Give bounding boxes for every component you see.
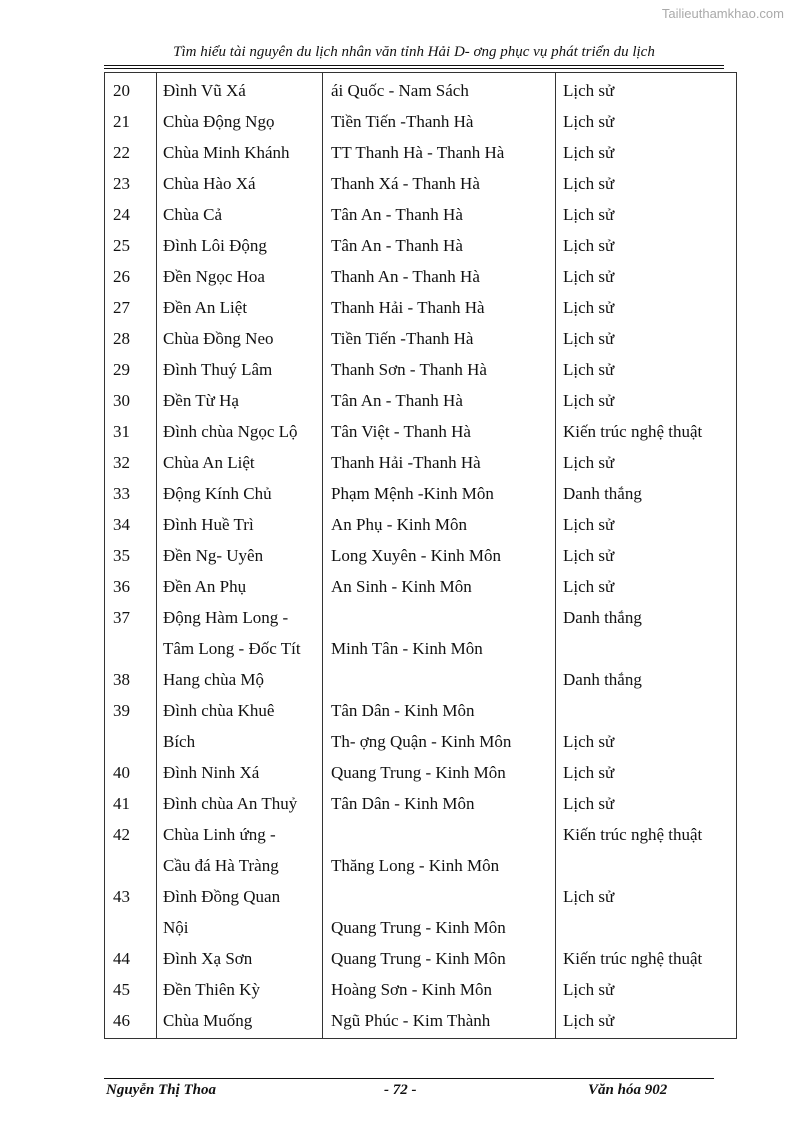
row-number: 34 <box>113 515 130 534</box>
site-name: Chùa An Liệt <box>163 453 255 472</box>
site-type: Lịch sử <box>563 298 615 317</box>
site-name: Đình Ninh Xá <box>163 763 260 782</box>
site-type: Lịch sử <box>563 887 615 906</box>
site-type: Lịch sử <box>563 112 615 131</box>
site-type: Kiến trúc nghệ thuật <box>563 825 703 844</box>
site-type: Lịch sử <box>563 546 615 565</box>
site-type: Lịch sử <box>563 794 615 813</box>
table-row <box>105 819 736 850</box>
row-number: 45 <box>113 980 130 999</box>
site-location: Tân An - Thanh Hà <box>331 236 463 255</box>
table-row <box>105 137 736 168</box>
row-number: 22 <box>113 143 130 162</box>
site-type: Danh thắng <box>563 484 642 503</box>
site-type: Lịch sử <box>563 763 615 782</box>
row-number: 35 <box>113 546 130 565</box>
site-type: Lịch sử <box>563 174 615 193</box>
table-row <box>105 788 736 819</box>
site-type: Danh thắng <box>563 670 642 689</box>
table-row <box>105 509 736 540</box>
table-row <box>105 974 736 1005</box>
footer-course: Văn hóa 902 <box>588 1082 668 1098</box>
row-number: 28 <box>113 329 130 348</box>
site-name: Chùa Hào Xá <box>163 174 256 193</box>
site-name: Chùa Đồng Neo <box>163 329 274 348</box>
site-location: An Sinh - Kinh Môn <box>331 577 472 596</box>
site-location: An Phụ - Kinh Môn <box>331 515 468 534</box>
row-number: 27 <box>113 298 130 317</box>
site-name: Đền An Liệt <box>163 298 248 317</box>
site-location: Th- ợng Quận - Kinh Môn <box>331 732 512 751</box>
site-location: Quang Trung - Kinh Môn <box>331 949 506 968</box>
table-row <box>105 850 736 881</box>
site-location: Thanh Sơn - Thanh Hà <box>331 360 487 379</box>
site-name: Động Kính Chủ <box>163 484 272 503</box>
site-name: Đình chùa Ngọc Lộ <box>163 422 298 441</box>
table-row <box>105 602 736 633</box>
site-type: Lịch sử <box>563 577 615 596</box>
watermark-text: Tailieuthamkhao.com <box>661 6 784 21</box>
table-row <box>105 447 736 478</box>
site-type: Lịch sử <box>563 143 615 162</box>
site-name: Chùa Muống <box>163 1011 253 1030</box>
site-location: TT Thanh Hà - Thanh Hà <box>331 143 505 162</box>
site-type: Lịch sử <box>563 1011 615 1030</box>
table-row <box>105 199 736 230</box>
table-row <box>105 385 736 416</box>
row-number: 20 <box>113 81 130 100</box>
site-type: Lịch sử <box>563 515 615 534</box>
site-name: Chùa Cả <box>163 205 223 224</box>
row-number: 30 <box>113 391 130 410</box>
site-type: Danh thắng <box>563 608 642 627</box>
row-number: 36 <box>113 577 130 596</box>
site-location: ái Quốc - Nam Sách <box>331 81 469 100</box>
site-location: Tân An - Thanh Hà <box>331 391 463 410</box>
site-type: Lịch sử <box>563 81 615 100</box>
site-type: Lịch sử <box>563 267 615 286</box>
site-type: Lịch sử <box>563 360 615 379</box>
site-name: Đình Huề Trì <box>163 515 254 534</box>
site-name: Đền Ng- Uyên <box>163 546 264 565</box>
row-number: 32 <box>113 453 130 472</box>
site-name: Chùa Minh Khánh <box>163 143 290 162</box>
table-row <box>105 540 736 571</box>
site-location: Ngũ Phúc - Kim Thành <box>331 1011 491 1030</box>
row-number: 39 <box>113 701 130 720</box>
site-type: Lịch sử <box>563 453 615 472</box>
site-location: Quang Trung - Kinh Môn <box>331 763 506 782</box>
row-number: 29 <box>113 360 130 379</box>
footer-author: Nguyễn Thị Thoa <box>106 1082 217 1098</box>
site-name: Đền Từ Hạ <box>163 391 239 410</box>
site-name: Chùa Động Ngọ <box>163 112 275 131</box>
site-name: Bích <box>163 732 196 751</box>
site-name: Đình chùa Khuê <box>163 701 275 720</box>
site-name: Đền An Phụ <box>163 577 247 596</box>
site-name: Đình Xạ Sơn <box>163 949 253 968</box>
row-number: 23 <box>113 174 130 193</box>
table-row <box>105 1005 736 1036</box>
site-location: Tiền Tiến -Thanh Hà <box>331 112 474 131</box>
row-number: 25 <box>113 236 130 255</box>
site-location: Thanh An - Thanh Hà <box>331 267 480 286</box>
row-number: 31 <box>113 422 130 441</box>
site-location: Thăng Long - Kinh Môn <box>331 856 500 875</box>
row-number: 43 <box>113 887 130 906</box>
table-row <box>105 695 736 726</box>
table-row <box>105 292 736 323</box>
row-number: 44 <box>113 949 130 968</box>
row-number: 41 <box>113 794 130 813</box>
page-header: Tìm hiểu tài nguyên du lịch nhân văn tỉnh Hải D- ơng phục vụ phát triển du lịch <box>173 44 655 60</box>
header-rule <box>104 65 724 66</box>
table-row <box>105 323 736 354</box>
row-number: 40 <box>113 763 130 782</box>
site-location: Hoàng Sơn - Kinh Môn <box>331 980 493 999</box>
table-row <box>105 633 736 664</box>
footer-rule <box>104 1078 714 1079</box>
site-name: Đình Đồng Quan <box>163 887 281 906</box>
row-number: 46 <box>113 1011 130 1030</box>
site-location: Minh Tân - Kinh Môn <box>331 639 483 658</box>
table-row <box>105 261 736 292</box>
table-row <box>105 416 736 447</box>
site-name: Đình Vũ Xá <box>163 81 246 100</box>
footer-page-number: - 72 - <box>384 1082 417 1098</box>
site-type: Lịch sử <box>563 329 615 348</box>
table-row <box>105 664 736 695</box>
site-name: Động Hàm Long - <box>163 608 289 627</box>
site-location: Tiền Tiến -Thanh Hà <box>331 329 474 348</box>
site-name: Tâm Long - Đốc Tít <box>163 639 301 658</box>
site-location: Tân Dân - Kinh Môn <box>331 794 475 813</box>
site-type: Kiến trúc nghệ thuật <box>563 949 703 968</box>
site-name: Nội <box>163 918 189 937</box>
row-number: 24 <box>113 205 130 224</box>
row-number: 42 <box>113 825 130 844</box>
row-number: 21 <box>113 112 130 131</box>
site-location: Tân Việt - Thanh Hà <box>331 422 471 441</box>
row-number: 38 <box>113 670 130 689</box>
site-name: Cầu đá Hà Tràng <box>163 856 279 875</box>
site-name: Đình Lôi Động <box>163 236 267 255</box>
heritage-sites-table <box>104 72 737 1039</box>
site-location: Tân An - Thanh Hà <box>331 205 463 224</box>
table-row <box>105 943 736 974</box>
table-row <box>105 912 736 943</box>
site-location: Thanh Xá - Thanh Hà <box>331 174 480 193</box>
site-name: Đình chùa An Thuỷ <box>163 794 298 813</box>
site-location: Quang Trung - Kinh Môn <box>331 918 506 937</box>
site-name: Đình Thuý Lâm <box>163 360 273 379</box>
table-row <box>105 757 736 788</box>
site-type: Lịch sử <box>563 205 615 224</box>
site-name: Đền Ngọc Hoa <box>163 267 265 286</box>
site-location: Phạm Mệnh -Kinh Môn <box>331 484 494 503</box>
site-location: Thanh Hải -Thanh Hà <box>331 453 481 472</box>
site-location: Thanh Hải - Thanh Hà <box>331 298 485 317</box>
site-type: Lịch sử <box>563 391 615 410</box>
site-type: Lịch sử <box>563 236 615 255</box>
site-type: Lịch sử <box>563 980 615 999</box>
table-row <box>105 881 736 912</box>
table-row <box>105 168 736 199</box>
site-name: Chùa Linh ứng - <box>163 825 276 844</box>
row-number: 37 <box>113 608 130 627</box>
table-row <box>105 230 736 261</box>
row-number: 33 <box>113 484 130 503</box>
table-row <box>105 75 736 106</box>
header-rule-second <box>104 68 724 69</box>
site-location: Long Xuyên - Kinh Môn <box>331 546 501 565</box>
site-name: Hang chùa Mộ <box>163 670 265 689</box>
site-location: Tân Dân - Kinh Môn <box>331 701 475 720</box>
table-row <box>105 106 736 137</box>
table-row <box>105 478 736 509</box>
site-name: Đền Thiên Kỳ <box>163 980 260 999</box>
table-row <box>105 354 736 385</box>
table-body <box>105 75 736 1036</box>
site-type: Kiến trúc nghệ thuật <box>563 422 703 441</box>
site-type: Lịch sử <box>563 732 615 751</box>
table-row <box>105 571 736 602</box>
row-number: 26 <box>113 267 130 286</box>
table-row <box>105 726 736 757</box>
